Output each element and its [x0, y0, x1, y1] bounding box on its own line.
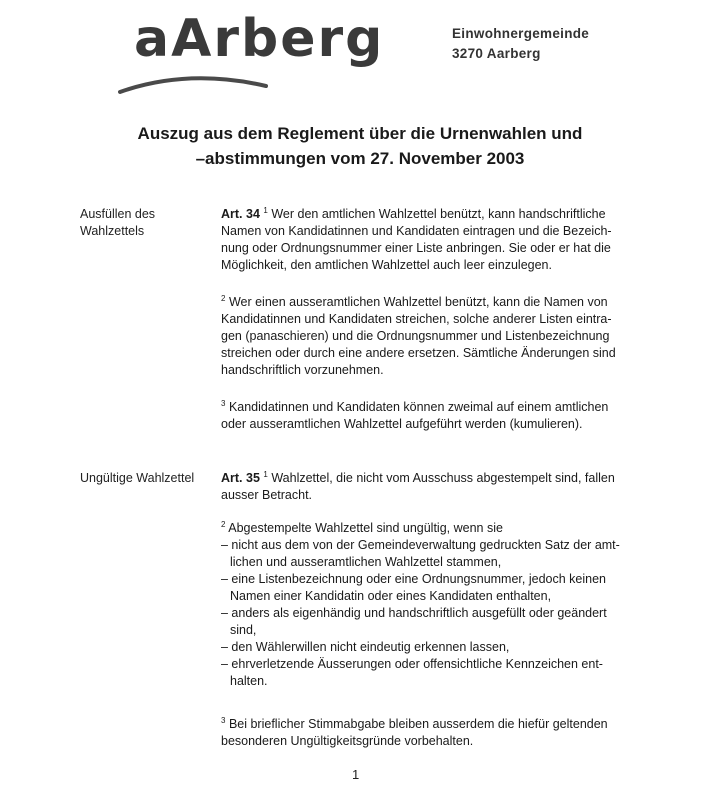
list-item-cont: Namen einer Kandidatin oder eines Kandidaten enthalten, — [230, 589, 552, 603]
text-line: besonderen Ungültigkeitsgründe vorbehalten. — [221, 734, 474, 748]
list-item: – nicht aus dem von der Gemeindeverwaltung gedruckten Satz der amt- — [221, 538, 620, 552]
text-line: oder ausseramtlichen Wahlzettel aufgeführt werden (kumulieren). — [221, 417, 583, 431]
org-name: Einwohnergemeinde — [452, 26, 590, 41]
paragraph-number: 1 — [263, 206, 268, 215]
paragraph-number: 3 — [221, 399, 226, 408]
document-title — [60, 121, 660, 171]
text-line: Wer einen ausseramtlichen Wahlzettel benützt, kann die Namen von — [228, 295, 608, 309]
list-item-cont: halten. — [230, 674, 268, 688]
art-35-paragraph-1 — [221, 470, 641, 504]
text-line: Wer den amtlichen Wahlzettel benützt, kann handschriftliche — [271, 207, 606, 221]
text-line: Abgestempelte Wahlzettel sind ungültig, wenn sie — [228, 521, 503, 535]
list-item: – eine Listenbezeichnung oder eine Ordnungsnummer, jedoch keinen — [221, 572, 606, 586]
article-number: Art. 35 — [221, 471, 260, 485]
label-line: Wahlzettels — [80, 224, 145, 238]
margin-label-ungueltig: Ungültige Wahlzettel — [80, 471, 195, 485]
text-line: gen (panaschieren) und die Ordnungsnummer und Listenbezeichnung — [221, 329, 610, 343]
text-line: Kandidatinnen und Kandidaten können zweimal auf einem amtlichen — [228, 400, 609, 414]
list-item-cont: sind, — [230, 623, 257, 637]
text-line: ausser Betracht. — [221, 488, 313, 502]
text-line: Namen von Kandidatinnen und Kandidaten eintragen und die Bezeich- — [221, 224, 612, 238]
text-line: Möglichkeit, den amtlichen Wahlzettel auch leer einzulegen. — [221, 258, 552, 272]
paragraph-number: 2 — [221, 294, 226, 303]
org-postal: 3270 Aarberg — [452, 46, 541, 61]
list-item: – anders als eigenhändig und handschriftlich ausgefüllt oder geändert — [221, 606, 607, 620]
label-line: Ausfüllen des — [80, 207, 156, 221]
list-item-cont: lichen und ausseramtlichen Wahlzettel stammen, — [230, 555, 502, 569]
text-line: streichen oder durch eine andere ersetzen. Sämtliche Änderungen sind — [221, 346, 616, 360]
title-line-2: –abstimmungen vom 27. November 2003 — [195, 149, 525, 168]
art-35-paragraph-3 — [221, 716, 641, 750]
aarberg-logo — [118, 6, 388, 96]
page-number: 1 — [352, 767, 360, 782]
art-34-paragraph-2 — [221, 294, 641, 379]
logo-text: aArberg — [134, 9, 385, 69]
paragraph-number: 3 — [221, 716, 226, 725]
paragraph-number: 1 — [263, 470, 268, 479]
paragraph-number: 2 — [221, 520, 226, 529]
text-line: Kandidatinnen und Kandidaten streichen, solche anderer Listen eintra- — [221, 312, 612, 326]
list-item: – den Wählerwillen nicht eindeutig erkennen lassen, — [221, 640, 510, 654]
logo-swoosh-icon — [118, 62, 268, 102]
article-number: Art. 34 — [221, 207, 260, 221]
text-line: Wahlzettel, die nicht vom Ausschuss abgestempelt sind, fallen — [271, 471, 615, 485]
art-34-paragraph-1 — [221, 206, 641, 274]
title-line-1: Auszug aus dem Reglement über die Urnenwahlen und — [137, 124, 583, 143]
margin-label-ausfuellen — [80, 206, 155, 240]
art-35-paragraph-2 — [221, 520, 641, 690]
art-34-paragraph-3 — [221, 399, 641, 433]
text-line: nung oder Ordnungsnummer einer Liste anbringen. Sie oder er hat die — [221, 241, 611, 255]
text-line: Bei brieflicher Stimmabgabe bleiben ausserdem die hiefür geltenden — [228, 717, 608, 731]
municipality-address — [452, 24, 589, 64]
text-line: handschriftlich vorzunehmen. — [221, 363, 384, 377]
list-item: – ehrverletzende Äusserungen oder offensichtliche Kennzeichen ent- — [221, 657, 603, 671]
